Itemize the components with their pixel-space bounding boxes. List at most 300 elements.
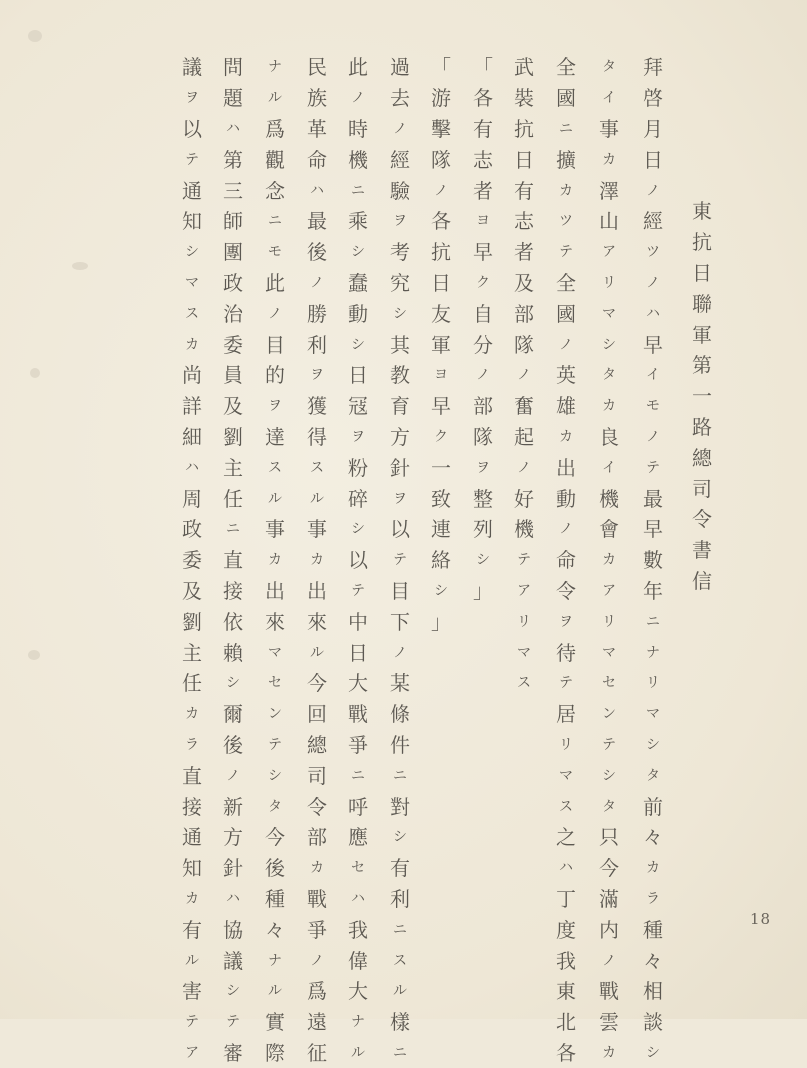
text-char: 致 xyxy=(428,483,454,514)
text-char: 起 xyxy=(511,422,537,453)
text-char: ヲ xyxy=(470,452,496,483)
text-char: 直 xyxy=(220,545,246,576)
text-char: 拜 xyxy=(640,52,666,83)
text-char: ル xyxy=(262,483,288,514)
text-char: 有 xyxy=(387,853,413,884)
text-char: 」 xyxy=(428,606,454,637)
text-char: ハ xyxy=(304,175,330,206)
text-char: 大 xyxy=(345,668,371,699)
text-char: タ xyxy=(596,791,622,822)
text-char: 良 xyxy=(596,422,622,453)
text-char: 雲 xyxy=(596,1007,622,1038)
text-char: リ xyxy=(596,268,622,299)
text-char: セ xyxy=(345,853,371,884)
text-char: 問 xyxy=(220,52,246,83)
text-char: ク xyxy=(428,422,454,453)
text-char: ノ xyxy=(387,114,413,145)
text-char: カ xyxy=(553,175,579,206)
text-char: ヨ xyxy=(428,360,454,391)
text-char: 談 xyxy=(640,1007,666,1038)
text-char: 前 xyxy=(640,791,666,822)
text-char: 樣 xyxy=(387,1007,413,1038)
text-char: カ xyxy=(596,545,622,576)
text-char: 下 xyxy=(387,606,413,637)
paper-stain xyxy=(30,368,40,378)
paper-stain xyxy=(28,650,40,660)
text-char: 々 xyxy=(640,945,666,976)
text-column xyxy=(304,52,330,1068)
text-char: ノ xyxy=(262,298,288,329)
text-char: 件 xyxy=(387,730,413,761)
text-char: ノ xyxy=(470,360,496,391)
text-char: 得 xyxy=(304,422,330,453)
text-char: ナ xyxy=(262,52,288,83)
text-char: セ xyxy=(596,668,622,699)
text-char: ツ xyxy=(553,206,579,237)
text-char: シ xyxy=(345,329,371,360)
text-char: 東 xyxy=(689,196,715,227)
text-char: 此 xyxy=(262,268,288,299)
text-char: 戰 xyxy=(304,884,330,915)
text-char: シ xyxy=(428,576,454,607)
text-char: テ xyxy=(596,730,622,761)
text-char: マ xyxy=(179,268,205,299)
text-char: 澤 xyxy=(596,175,622,206)
text-char: シ xyxy=(179,237,205,268)
text-char: マ xyxy=(640,699,666,730)
text-char: 出 xyxy=(304,576,330,607)
text-char: 獲 xyxy=(304,391,330,422)
paper-stain xyxy=(28,30,42,42)
text-char: 早 xyxy=(470,237,496,268)
text-char: 戰 xyxy=(596,976,622,1007)
text-column xyxy=(428,52,454,637)
paper-stain xyxy=(72,262,88,270)
text-char: 爭 xyxy=(304,914,330,945)
text-char: 知 xyxy=(179,206,205,237)
text-char: 對 xyxy=(387,791,413,822)
text-column xyxy=(220,52,246,1068)
text-char: セ xyxy=(262,668,288,699)
text-char: ス xyxy=(304,452,330,483)
text-char: 來 xyxy=(262,606,288,637)
text-char: ノ xyxy=(304,945,330,976)
text-char: カ xyxy=(304,545,330,576)
text-char: シ xyxy=(345,237,371,268)
text-char: 爭 xyxy=(345,730,371,761)
text-char: 達 xyxy=(262,422,288,453)
text-char: シ xyxy=(345,514,371,545)
text-char: 接 xyxy=(179,791,205,822)
text-char: 後 xyxy=(220,730,246,761)
text-char: 以 xyxy=(387,514,413,545)
text-char: シ xyxy=(220,976,246,1007)
text-char: 時 xyxy=(345,114,371,145)
text-char: ノ xyxy=(511,452,537,483)
text-char: 育 xyxy=(387,391,413,422)
text-char: マ xyxy=(596,637,622,668)
text-char: 早 xyxy=(640,329,666,360)
text-char: 粉 xyxy=(345,452,371,483)
text-char: 日 xyxy=(345,360,371,391)
text-char: シ xyxy=(262,760,288,791)
text-char: 各 xyxy=(470,83,496,114)
text-char: 列 xyxy=(470,514,496,545)
text-char: 主 xyxy=(179,637,205,668)
text-char: 日 xyxy=(640,144,666,175)
text-char: ツ xyxy=(640,237,666,268)
text-char: モ xyxy=(262,237,288,268)
text-char: 機 xyxy=(511,514,537,545)
text-char: 出 xyxy=(262,576,288,607)
text-char: 志 xyxy=(511,206,537,237)
text-char: ノ xyxy=(511,360,537,391)
text-char: イ xyxy=(640,360,666,391)
text-char: 周 xyxy=(179,483,205,514)
text-char: 有 xyxy=(470,114,496,145)
text-char: 直 xyxy=(179,760,205,791)
text-char: マ xyxy=(596,298,622,329)
text-char: 回 xyxy=(304,699,330,730)
text-char: 抗 xyxy=(689,227,715,258)
text-char: 軍 xyxy=(428,329,454,360)
text-char: 々 xyxy=(262,914,288,945)
text-char: 目 xyxy=(387,576,413,607)
text-char: 議 xyxy=(179,52,205,83)
text-char: カ xyxy=(596,144,622,175)
text-char: 征 xyxy=(304,1038,330,1068)
text-char: 書 xyxy=(689,535,715,566)
text-char: 部 xyxy=(511,298,537,329)
text-column xyxy=(553,52,579,1068)
text-char: 日 xyxy=(428,268,454,299)
text-char: ナ xyxy=(345,1007,371,1038)
text-char: ス xyxy=(387,945,413,976)
text-char: カ xyxy=(596,391,622,422)
text-char: 念 xyxy=(262,175,288,206)
text-char: 好 xyxy=(511,483,537,514)
text-char: 動 xyxy=(553,483,579,514)
text-char: ル xyxy=(304,637,330,668)
text-char: 依 xyxy=(220,606,246,637)
text-char: テ xyxy=(553,668,579,699)
text-char: シ xyxy=(596,760,622,791)
text-char: 相 xyxy=(640,976,666,1007)
text-char: 族 xyxy=(304,83,330,114)
text-char: シ xyxy=(640,730,666,761)
text-column xyxy=(470,52,496,606)
text-char: 有 xyxy=(179,914,205,945)
text-char: 通 xyxy=(179,822,205,853)
text-char: ヲ xyxy=(387,206,413,237)
text-char: ヨ xyxy=(470,206,496,237)
text-char: 方 xyxy=(220,822,246,853)
text-char: 任 xyxy=(179,668,205,699)
text-char: ヲ xyxy=(179,83,205,114)
text-char: リ xyxy=(640,668,666,699)
text-char: ル xyxy=(262,83,288,114)
text-char: カ xyxy=(553,422,579,453)
text-char: 主 xyxy=(220,452,246,483)
text-char: ル xyxy=(345,1038,371,1068)
text-char: 最 xyxy=(304,206,330,237)
text-char: 滿 xyxy=(596,884,622,915)
text-char: ス xyxy=(179,298,205,329)
text-char: 際 xyxy=(262,1038,288,1068)
text-char: 究 xyxy=(387,268,413,299)
text-char: 任 xyxy=(220,483,246,514)
text-char: カ xyxy=(262,545,288,576)
text-char: ノ xyxy=(387,637,413,668)
text-char: 員 xyxy=(220,360,246,391)
text-char: 勝 xyxy=(304,298,330,329)
text-char: ハ xyxy=(553,853,579,884)
page-number: 18 xyxy=(750,910,771,928)
text-char: 只 xyxy=(596,822,622,853)
text-char: 軍 xyxy=(689,319,715,350)
text-char: 事 xyxy=(304,514,330,545)
text-char: ニ xyxy=(387,760,413,791)
text-char: 乘 xyxy=(345,206,371,237)
text-char: 各 xyxy=(553,1038,579,1068)
text-char: ア xyxy=(179,1038,205,1068)
text-char: ニ xyxy=(345,760,371,791)
text-char: 及 xyxy=(179,576,205,607)
text-char: 爾 xyxy=(220,699,246,730)
text-char: マ xyxy=(262,637,288,668)
text-char: 志 xyxy=(470,144,496,175)
text-char: 後 xyxy=(304,237,330,268)
text-char: 大 xyxy=(345,976,371,1007)
text-column xyxy=(179,52,205,1068)
text-char: 分 xyxy=(470,329,496,360)
text-char: 委 xyxy=(179,545,205,576)
text-char: 其 xyxy=(387,329,413,360)
document-title xyxy=(689,196,715,596)
text-char: 年 xyxy=(640,576,666,607)
text-char: 利 xyxy=(387,884,413,915)
text-char: 詳 xyxy=(179,391,205,422)
text-char: 丁 xyxy=(553,884,579,915)
text-char: マ xyxy=(511,637,537,668)
text-char: ノ xyxy=(553,329,579,360)
text-char: 内 xyxy=(596,914,622,945)
text-char: ナ xyxy=(640,637,666,668)
text-char: ヲ xyxy=(262,391,288,422)
text-char: 的 xyxy=(262,360,288,391)
text-char: ラ xyxy=(179,730,205,761)
text-char: 早 xyxy=(428,391,454,422)
text-char: 待 xyxy=(553,637,579,668)
text-char: 第 xyxy=(220,144,246,175)
text-char: ル xyxy=(262,976,288,1007)
text-char: ク xyxy=(470,268,496,299)
text-char: 通 xyxy=(179,175,205,206)
text-char: 尚 xyxy=(179,360,205,391)
text-char: 國 xyxy=(553,298,579,329)
text-char: カ xyxy=(640,853,666,884)
text-char: タ xyxy=(262,791,288,822)
text-char: ナ xyxy=(262,945,288,976)
text-char: ノ xyxy=(640,175,666,206)
text-char: 委 xyxy=(220,329,246,360)
text-char: リ xyxy=(596,606,622,637)
text-char: 新 xyxy=(220,791,246,822)
text-char: ハ xyxy=(220,884,246,915)
text-char: 日 xyxy=(689,258,715,289)
text-char: 三 xyxy=(220,175,246,206)
text-char: 絡 xyxy=(428,545,454,576)
text-char: 政 xyxy=(179,514,205,545)
text-char: 我 xyxy=(553,945,579,976)
text-char: 第 xyxy=(689,350,715,381)
text-char: 之 xyxy=(553,822,579,853)
text-char: 經 xyxy=(640,206,666,237)
text-char: 連 xyxy=(428,514,454,545)
text-char: 針 xyxy=(220,853,246,884)
text-char: 者 xyxy=(470,175,496,206)
text-char: 碎 xyxy=(345,483,371,514)
text-char: ア xyxy=(596,576,622,607)
text-char: 度 xyxy=(553,914,579,945)
text-char: シ xyxy=(387,822,413,853)
text-char: ノ xyxy=(553,514,579,545)
text-char: モ xyxy=(640,391,666,422)
text-char: 國 xyxy=(553,83,579,114)
text-char: 目 xyxy=(262,329,288,360)
text-char: 實 xyxy=(262,1007,288,1038)
text-char: 方 xyxy=(387,422,413,453)
text-char: ニ xyxy=(640,606,666,637)
text-char: 北 xyxy=(553,1007,579,1038)
text-char: ニ xyxy=(220,514,246,545)
text-char: ス xyxy=(511,668,537,699)
text-char: ヲ xyxy=(304,360,330,391)
text-char: 令 xyxy=(689,504,715,535)
text-char: 總 xyxy=(304,730,330,761)
text-char: ス xyxy=(262,452,288,483)
text-char: テ xyxy=(511,545,537,576)
text-char: 司 xyxy=(304,760,330,791)
text-char: 後 xyxy=(262,853,288,884)
text-char: 種 xyxy=(262,884,288,915)
text-column xyxy=(640,52,666,1068)
text-char: ラ xyxy=(640,884,666,915)
text-char: 爲 xyxy=(262,114,288,145)
text-char: 爲 xyxy=(304,976,330,1007)
text-column xyxy=(345,52,371,1068)
text-char: ヲ xyxy=(345,422,371,453)
text-char: 月 xyxy=(640,114,666,145)
text-char: ノ xyxy=(640,422,666,453)
text-char: 政 xyxy=(220,268,246,299)
text-char: タ xyxy=(596,52,622,83)
text-char: 機 xyxy=(596,483,622,514)
text-char: 隊 xyxy=(511,329,537,360)
text-char: 審 xyxy=(220,1038,246,1068)
text-char: 命 xyxy=(553,545,579,576)
text-char: 司 xyxy=(689,473,715,504)
text-char: 機 xyxy=(345,144,371,175)
text-char: シ xyxy=(640,1038,666,1068)
text-char: ノ xyxy=(640,268,666,299)
text-char: ル xyxy=(179,945,205,976)
text-char: カ xyxy=(179,329,205,360)
text-char: テ xyxy=(345,576,371,607)
text-char: 早 xyxy=(640,514,666,545)
text-char: 條 xyxy=(387,699,413,730)
text-char: 應 xyxy=(345,822,371,853)
text-char: 及 xyxy=(511,268,537,299)
text-char: ニ xyxy=(345,175,371,206)
text-char: 」 xyxy=(470,576,496,607)
text-char: 者 xyxy=(511,237,537,268)
text-char: 日 xyxy=(511,144,537,175)
text-char: シ xyxy=(387,298,413,329)
text-char: ハ xyxy=(179,452,205,483)
text-char: 日 xyxy=(345,637,371,668)
text-column xyxy=(262,52,288,1068)
text-char: ア xyxy=(511,576,537,607)
text-char: 全 xyxy=(553,52,579,83)
text-char: 友 xyxy=(428,298,454,329)
text-char: 部 xyxy=(470,391,496,422)
text-char: テ xyxy=(262,730,288,761)
text-char: ヲ xyxy=(553,606,579,637)
text-char: 今 xyxy=(596,853,622,884)
text-char: 革 xyxy=(304,114,330,145)
text-char: 師 xyxy=(220,206,246,237)
text-char: カ xyxy=(304,853,330,884)
text-char: ア xyxy=(596,237,622,268)
text-char: テ xyxy=(179,1007,205,1038)
text-char: 數 xyxy=(640,545,666,576)
text-char: テ xyxy=(220,1007,246,1038)
text-column xyxy=(511,52,537,699)
text-char: 賴 xyxy=(220,637,246,668)
text-char: 今 xyxy=(262,822,288,853)
text-char: テ xyxy=(640,452,666,483)
text-char: 信 xyxy=(689,566,715,597)
text-char: 教 xyxy=(387,360,413,391)
text-char: 英 xyxy=(553,360,579,391)
text-char: 劉 xyxy=(220,422,246,453)
text-char: 考 xyxy=(387,237,413,268)
text-char: ニ xyxy=(262,206,288,237)
text-char: 部 xyxy=(304,822,330,853)
text-char: 此 xyxy=(345,52,371,83)
text-char: 今 xyxy=(304,668,330,699)
text-char: 針 xyxy=(387,452,413,483)
text-column xyxy=(387,52,413,1068)
text-char: ノ xyxy=(304,268,330,299)
text-char: 動 xyxy=(345,298,371,329)
text-char: タ xyxy=(596,360,622,391)
text-char: 蠢 xyxy=(345,268,371,299)
text-char: マ xyxy=(553,760,579,791)
text-char: 抗 xyxy=(428,237,454,268)
text-char: 民 xyxy=(304,52,330,83)
text-char: 呼 xyxy=(345,791,371,822)
text-char: 接 xyxy=(220,576,246,607)
text-char: カ xyxy=(596,1038,622,1068)
text-char: 冦 xyxy=(345,391,371,422)
text-char: カ xyxy=(179,884,205,915)
text-char: 細 xyxy=(179,422,205,453)
text-char: ニ xyxy=(553,114,579,145)
text-char: 我 xyxy=(345,914,371,945)
text-char: 奮 xyxy=(511,391,537,422)
